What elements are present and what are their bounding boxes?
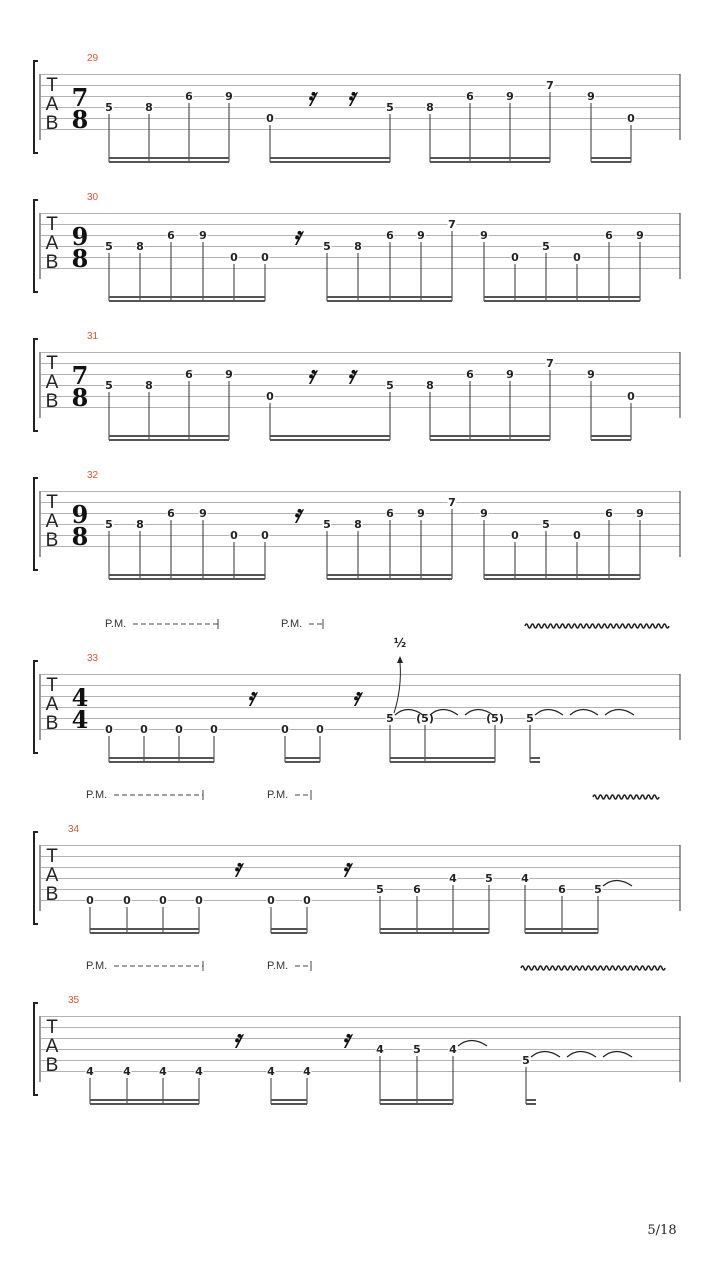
fret-number: 9	[199, 507, 207, 520]
fret-number: 0	[105, 723, 113, 736]
fret-number: 4	[521, 872, 529, 885]
fret-number: 4	[159, 1065, 167, 1078]
fret-number: 6	[605, 229, 613, 242]
fret-number: 9	[636, 507, 644, 520]
tab-clef-letter: T	[46, 1017, 58, 1038]
vibrato-line	[521, 966, 665, 970]
system-bracket	[34, 832, 38, 924]
sixteenth-rest: 𝄿	[342, 853, 350, 882]
fret-number: 0	[627, 112, 635, 125]
fret-number: 0	[316, 723, 324, 736]
tab-system-34	[34, 789, 680, 933]
tie-arc	[458, 1041, 487, 1047]
measure-number: 34	[68, 824, 80, 835]
fret-number: 0	[267, 894, 275, 907]
fret-number: 6	[605, 507, 613, 520]
bend-amount-label: ½	[393, 636, 407, 650]
measure-number: 31	[87, 331, 99, 342]
fret-number: 5	[386, 101, 394, 114]
fret-number: 9	[506, 368, 514, 381]
fret-number: 4	[376, 1043, 384, 1056]
fret-number: 6	[185, 368, 193, 381]
fret-number: 0	[627, 390, 635, 403]
fret-number: 5	[594, 883, 602, 896]
fret-number: 5	[105, 101, 113, 114]
fret-number: 9	[417, 507, 425, 520]
fret-number: 9	[199, 229, 207, 242]
tab-clef-letter: B	[45, 530, 59, 551]
system-bracket	[34, 661, 38, 753]
palm-mute-label: P.M.	[86, 960, 108, 972]
fret-number: 0	[230, 251, 238, 264]
fret-number: 6	[413, 883, 421, 896]
tab-clef-letter: A	[45, 865, 59, 886]
tab-system-31	[34, 331, 680, 440]
tab-clef-letter: B	[45, 113, 59, 134]
fret-number: 4	[195, 1065, 203, 1078]
tie-arc	[605, 710, 634, 716]
fret-number: 6	[386, 229, 394, 242]
fret-number: 6	[466, 90, 474, 103]
fret-number: 4	[449, 1043, 457, 1056]
tab-clef-letter: B	[45, 884, 59, 905]
fret-number: 0	[140, 723, 148, 736]
sixteenth-rest: 𝄿	[307, 82, 315, 111]
fret-number: 5	[105, 518, 113, 531]
system-bracket	[34, 61, 38, 153]
fret-number: 9	[225, 90, 233, 103]
bend-arrow-head	[397, 656, 403, 663]
tab-clef-letter: T	[46, 214, 58, 235]
fret-number: 0	[123, 894, 131, 907]
system-bracket	[34, 339, 38, 431]
sixteenth-rest: 𝄿	[347, 82, 355, 111]
fret-number: 0	[86, 894, 94, 907]
tab-clef-letter: A	[45, 1036, 59, 1057]
tab-clef-letter: A	[45, 233, 59, 254]
fret-number: 9	[506, 90, 514, 103]
fret-number: 8	[426, 379, 434, 392]
fret-number: 0	[303, 894, 311, 907]
fret-number: 8	[136, 240, 144, 253]
fret-number: 5	[542, 518, 550, 531]
time-signature-top: 9	[71, 500, 89, 529]
fret-number: 4	[303, 1065, 311, 1078]
sixteenth-rest: 𝄿	[307, 360, 315, 389]
palm-mute-label: P.M.	[281, 618, 303, 630]
fret-number: 7	[546, 79, 554, 92]
sixteenth-rest: 𝄿	[247, 682, 255, 711]
palm-mute-label: P.M.	[267, 960, 289, 972]
time-signature-top: 9	[71, 222, 89, 251]
fret-number: 0	[175, 723, 183, 736]
fret-number: 0	[266, 390, 274, 403]
fret-number: 5	[542, 240, 550, 253]
fret-number: 5	[323, 518, 331, 531]
measure-number: 33	[87, 653, 99, 664]
system-bracket	[34, 1003, 38, 1095]
fret-number: 4	[267, 1065, 275, 1078]
measure-number: 32	[87, 470, 99, 481]
vibrato-line	[593, 795, 659, 799]
time-signature-bottom: 8	[71, 244, 89, 273]
measure-number: 35	[68, 995, 80, 1006]
fret-number: 9	[587, 90, 595, 103]
tie-arc	[603, 881, 632, 887]
tie-arc	[430, 710, 458, 716]
fret-number: 5	[485, 872, 493, 885]
time-signature-top: 7	[71, 361, 89, 390]
sixteenth-rest: 𝄿	[293, 499, 301, 528]
tab-clef-letter: T	[46, 675, 58, 696]
vibrato-line	[525, 624, 669, 628]
tie-arc	[603, 1052, 632, 1058]
fret-number: 6	[558, 883, 566, 896]
tab-clef-letter: T	[46, 492, 58, 513]
tab-clef-letter: A	[45, 94, 59, 115]
tie-arc	[567, 1052, 596, 1058]
fret-number: 8	[145, 101, 153, 114]
sixteenth-rest: 𝄿	[342, 1024, 350, 1053]
tab-system-29	[34, 53, 680, 162]
tie-arc	[531, 1052, 560, 1058]
fret-number: 0	[573, 529, 581, 542]
tab-system-30	[34, 192, 680, 301]
time-signature-bottom: 8	[71, 383, 89, 412]
palm-mute-label: P.M.	[267, 789, 289, 801]
tab-clef-letter: T	[46, 75, 58, 96]
sixteenth-rest: 𝄿	[233, 853, 241, 882]
fret-number: 4	[123, 1065, 131, 1078]
sixteenth-rest: 𝄿	[233, 1024, 241, 1053]
fret-number: 8	[145, 379, 153, 392]
fret-number: 9	[417, 229, 425, 242]
fret-number: 7	[546, 357, 554, 370]
fret-number: 9	[636, 229, 644, 242]
fret-number: 5	[105, 379, 113, 392]
fret-number: 4	[86, 1065, 94, 1078]
sixteenth-rest: 𝄿	[347, 360, 355, 389]
tab-system-32	[34, 470, 680, 579]
fret-number: 6	[386, 507, 394, 520]
fret-number: 0	[511, 251, 519, 264]
tab-clef-letter: A	[45, 694, 59, 715]
fret-number: 5	[323, 240, 331, 253]
fret-number: 8	[426, 101, 434, 114]
bend-arrow	[394, 662, 400, 713]
time-signature-bottom: 4	[71, 705, 89, 734]
sixteenth-rest: 𝄿	[352, 682, 360, 711]
page-number: 5/18	[647, 1223, 677, 1238]
measure-number: 30	[87, 192, 99, 203]
tab-clef-letter: A	[45, 372, 59, 393]
tie-arc	[570, 710, 598, 716]
fret-number: 8	[354, 518, 362, 531]
fret-number: 5	[376, 883, 384, 896]
fret-number: 5	[105, 240, 113, 253]
palm-mute-label: P.M.	[86, 789, 108, 801]
tab-clef-letter: T	[46, 353, 58, 374]
fret-number: 0	[261, 529, 269, 542]
fret-number: 5	[522, 1054, 530, 1067]
fret-number: 7	[448, 218, 456, 231]
time-signature-top: 4	[71, 683, 89, 712]
fret-number: 0	[261, 251, 269, 264]
fret-number: 5	[386, 379, 394, 392]
fret-number: 0	[511, 529, 519, 542]
fret-number: 0	[195, 894, 203, 907]
fret-number: 9	[225, 368, 233, 381]
fret-number: 4	[449, 872, 457, 885]
fret-number: (5)	[416, 712, 434, 725]
tab-clef-letter: T	[46, 846, 58, 867]
time-signature-bottom: 8	[71, 105, 89, 134]
measure-number: 29	[87, 53, 99, 64]
fret-number: 5	[526, 712, 534, 725]
fret-number: 0	[266, 112, 274, 125]
fret-number: 8	[354, 240, 362, 253]
fret-number: 9	[480, 507, 488, 520]
fret-number: 9	[480, 229, 488, 242]
fret-number: 0	[210, 723, 218, 736]
fret-number: 6	[185, 90, 193, 103]
fret-number: 6	[167, 507, 175, 520]
tab-system-33	[34, 618, 680, 762]
tie-arc	[535, 710, 563, 716]
system-bracket	[34, 478, 38, 570]
fret-number: 6	[167, 229, 175, 242]
tab-system-35	[34, 960, 680, 1104]
fret-number: 9	[587, 368, 595, 381]
fret-number: 0	[159, 894, 167, 907]
fret-number: 0	[230, 529, 238, 542]
fret-number: 6	[466, 368, 474, 381]
tab-clef-letter: B	[45, 713, 59, 734]
fret-number: 0	[281, 723, 289, 736]
tab-clef-letter: B	[45, 391, 59, 412]
time-signature-bottom: 8	[71, 522, 89, 551]
fret-number: 0	[573, 251, 581, 264]
fret-number: 8	[136, 518, 144, 531]
palm-mute-label: P.M.	[105, 618, 127, 630]
fret-number: 5	[386, 712, 394, 725]
tab-clef-letter: A	[45, 511, 59, 532]
fret-number: (5)	[486, 712, 504, 725]
fret-number: 5	[413, 1043, 421, 1056]
tab-clef-letter: B	[45, 1055, 59, 1076]
fret-number: 7	[448, 496, 456, 509]
tab-clef-letter: B	[45, 252, 59, 273]
sixteenth-rest: 𝄿	[293, 221, 301, 250]
time-signature-top: 7	[71, 83, 89, 112]
system-bracket	[34, 200, 38, 292]
